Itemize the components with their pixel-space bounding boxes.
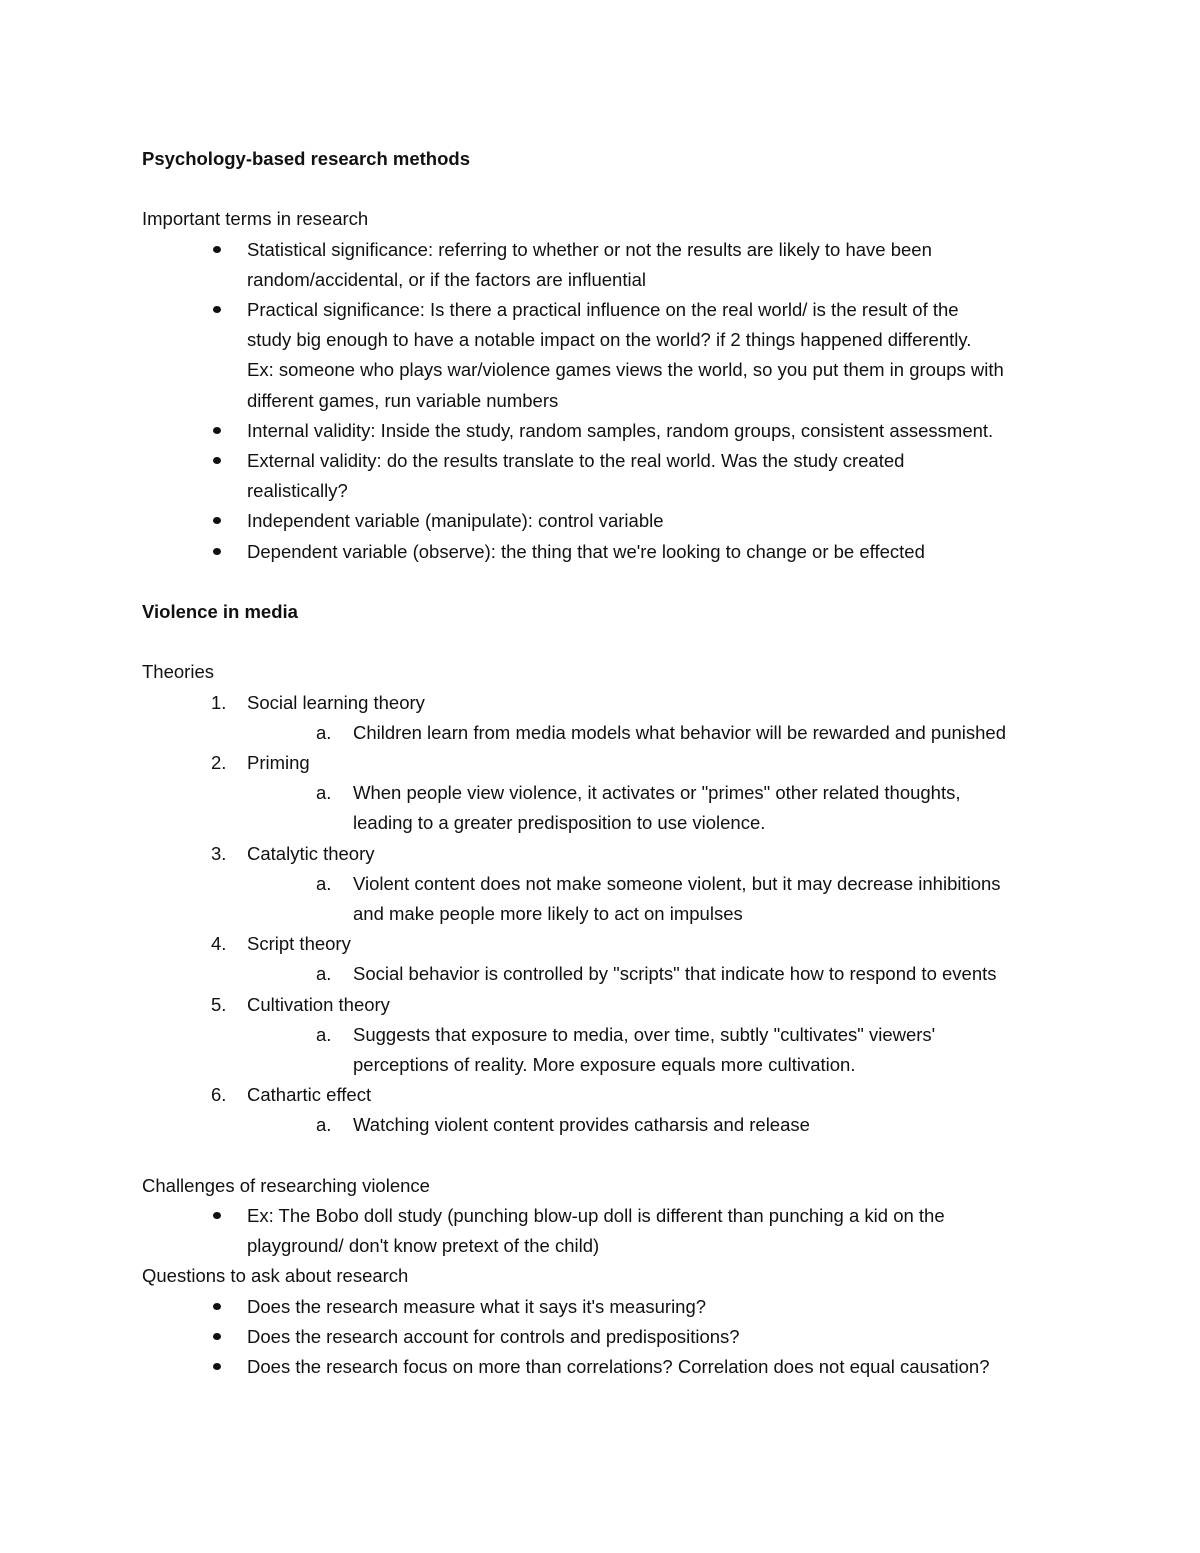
sub-item-line: perceptions of reality. More exposure equals more cultivation. — [353, 1054, 856, 1076]
sub-item-line: Violent content does not make someone violent, but it may decrease inhibitions — [353, 872, 1001, 894]
list-item — [142, 688, 1082, 718]
theory-title: Cultivation theory — [247, 993, 390, 1015]
subheading-important-terms: Important terms in research — [142, 208, 369, 230]
bullet-icon — [213, 457, 221, 464]
list-item-line: Ex: someone who plays war/violence games views the world, so you put them in groups with — [247, 359, 1004, 381]
blank-line — [142, 174, 1082, 204]
sub-list-item — [142, 1110, 1082, 1140]
list-item — [142, 295, 1082, 416]
sub-item-line: When people view violence, it activates or "primes" other related thoughts, — [353, 782, 961, 804]
list-number: 2. — [211, 752, 227, 774]
list-item — [142, 446, 1082, 506]
list-item — [142, 1322, 1082, 1352]
list-item-line: different games, run variable numbers — [247, 389, 559, 411]
important-terms-list — [142, 235, 1082, 567]
list-item — [142, 839, 1082, 869]
sub-list-item — [142, 869, 1082, 929]
list-number: 4. — [211, 933, 227, 955]
list-item — [142, 990, 1082, 1020]
list-number: 1. — [211, 691, 227, 713]
sub-list-letter: a. — [316, 721, 332, 743]
document-body — [142, 144, 1082, 1382]
list-item-line: Dependent variable (observe): the thing that we're looking to change or be effected — [247, 540, 925, 562]
bullet-icon — [213, 1212, 221, 1219]
blank-line — [142, 1141, 1082, 1171]
sub-item-line: Social behavior is controlled by "scripts" that indicate how to respond to events — [353, 963, 997, 985]
sub-list-letter: a. — [316, 963, 332, 985]
bullet-icon — [213, 1333, 221, 1340]
list-item — [142, 1080, 1082, 1110]
challenges-list — [142, 1201, 1082, 1261]
list-number: 5. — [211, 993, 227, 1015]
bullet-icon — [213, 1303, 221, 1310]
subheading-challenges: Challenges of researching violence — [142, 1174, 430, 1196]
section-heading-research-methods: Psychology-based research methods — [142, 148, 470, 169]
section-heading-violence-in-media: Violence in media — [142, 601, 298, 623]
list-item — [142, 1292, 1082, 1322]
sub-list-item — [142, 718, 1082, 748]
list-item-line: Does the research focus on more than correlations? Correlation does not equal causation? — [247, 1356, 990, 1378]
bullet-icon — [213, 246, 221, 253]
list-item — [142, 1352, 1082, 1382]
subheading-theories: Theories — [142, 661, 214, 683]
list-item-line: playground/ don't know pretext of the child) — [247, 1235, 600, 1257]
list-number: 6. — [211, 1084, 227, 1106]
list-item-line: Internal validity: Inside the study, random samples, random groups, consistent assessment. — [247, 419, 994, 441]
sub-list-letter: a. — [316, 782, 332, 804]
bullet-icon — [213, 548, 221, 555]
sub-item-line: and make people more likely to act on impulses — [353, 903, 743, 925]
sub-item-line: Suggests that exposure to media, over time, subtly "cultivates" viewers' — [353, 1023, 936, 1045]
sub-list-item — [142, 1020, 1082, 1080]
list-item — [142, 506, 1082, 536]
list-item — [142, 537, 1082, 567]
theory-title: Script theory — [247, 933, 351, 955]
bullet-icon — [213, 306, 221, 313]
sub-list-item — [142, 959, 1082, 989]
list-number: 3. — [211, 842, 227, 864]
list-item-line: External validity: do the results translate to the real world. Was the study created — [247, 450, 905, 472]
sub-item-line: Children learn from media models what behavior will be rewarded and punished — [353, 721, 1006, 743]
theory-title: Cathartic effect — [247, 1084, 372, 1106]
list-item-line: Statistical significance: referring to whether or not the results are likely to have been — [247, 238, 932, 260]
list-item — [142, 929, 1082, 959]
subheading-questions: Questions to ask about research — [142, 1265, 409, 1287]
list-item-line: Ex: The Bobo doll study (punching blow-up doll is different than punching a kid on the — [247, 1205, 945, 1227]
sub-list-letter: a. — [316, 872, 332, 894]
questions-list — [142, 1292, 1082, 1383]
bullet-icon — [213, 517, 221, 524]
list-item — [142, 748, 1082, 778]
sub-item-line: Watching violent content provides catharsis and release — [353, 1114, 810, 1136]
theory-title: Priming — [247, 752, 310, 774]
list-item-line: Practical significance: Is there a practical influence on the real world/ is the result of the — [247, 299, 959, 320]
theory-title: Social learning theory — [247, 691, 425, 713]
sub-list-letter: a. — [316, 1023, 332, 1045]
list-item-line: Independent variable (manipulate): control variable — [247, 510, 664, 532]
bullet-icon — [213, 427, 221, 434]
list-item — [142, 416, 1082, 446]
bullet-icon — [213, 1363, 221, 1370]
list-item — [142, 235, 1082, 295]
blank-line — [142, 627, 1082, 657]
list-item-line: study big enough to have a notable impact on the world? if 2 things happened differently. — [247, 329, 972, 351]
list-item-line: Does the research account for controls and predispositions? — [247, 1325, 740, 1347]
sub-list-item — [142, 778, 1082, 838]
list-item-line: Does the research measure what it says it's measuring? — [247, 1295, 707, 1317]
list-item — [142, 1201, 1082, 1261]
sub-item-line: leading to a greater predisposition to use violence. — [353, 812, 766, 834]
theories-list — [142, 688, 1082, 1141]
sub-list-letter: a. — [316, 1114, 332, 1136]
theory-title: Catalytic theory — [247, 842, 375, 864]
list-item-line: realistically? — [247, 480, 348, 502]
list-item-line: random/accidental, or if the factors are influential — [247, 268, 646, 290]
blank-line — [142, 567, 1082, 597]
